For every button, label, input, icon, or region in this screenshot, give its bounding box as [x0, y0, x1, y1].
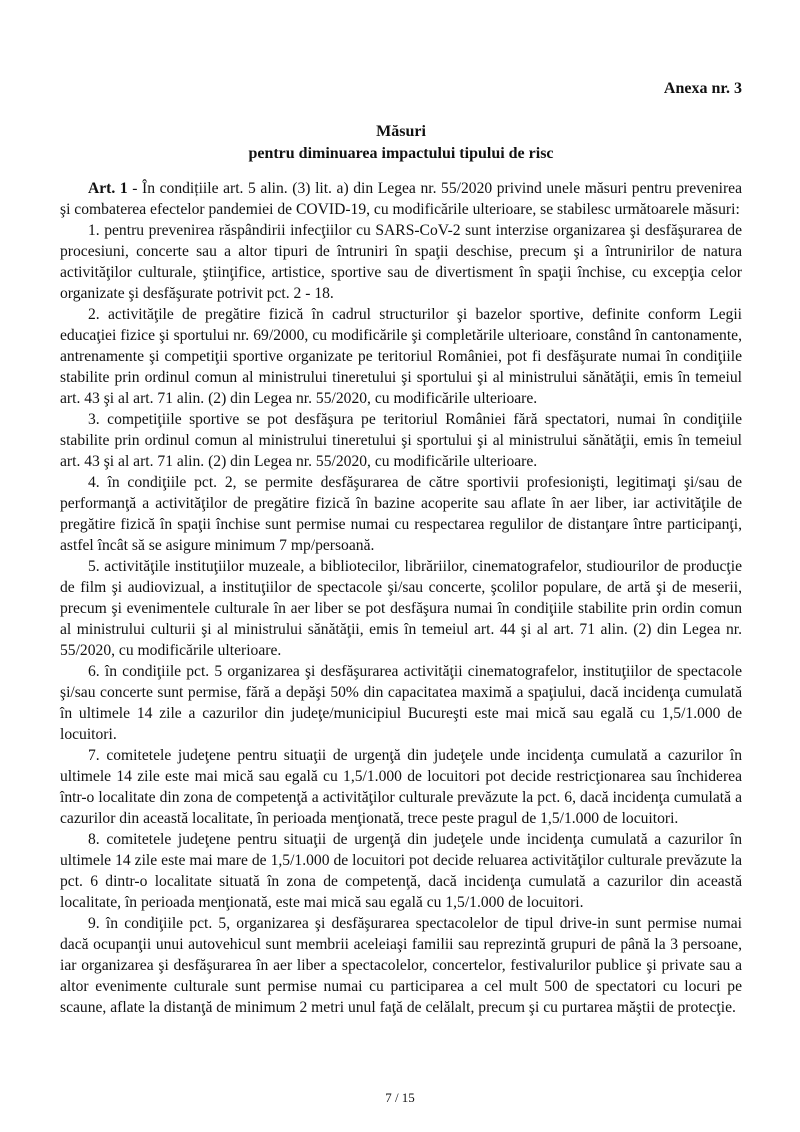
article-intro-text: - În condițiile art. 5 alin. (3) lit. a) din Legea nr. 55/2020 privind unele măsuri pentru prevenirea şi combaterea efectelor pandemiei de COVID-19, cu modificările ulterioare, se stabilesc următoarele măsuri: [60, 180, 742, 218]
document-body [60, 178, 742, 1018]
article-point-6: 6. în condiţiile pct. 5 organizarea şi desfăşurarea activităţii cinematografelor, instituţiilor de spectacole şi/sau concerte sunt permise, fără a depăşi 50% din capacitatea maximă a spaţiului, dacă incidenţa cumulată în ultimele 14 zile a cazurilor din judeţe/municipiul Bucureşti este mai mică sau egală cu 1,5/1.000 de locuitori. [60, 663, 742, 743]
annex-label: Anexa nr. 3 [663, 80, 742, 97]
page-title [60, 121, 742, 165]
article-point-2: 2. activităţile de pregătire fizică în cadrul structurilor şi bazelor sportive, definite conform Legii educaţiei fizice şi sportului nr. 69/2000, cu modificările şi completările ulterioare, constând în cantonamente, antrenamente şi competiţii sportive organizate pe teritoriul României, pot fi desfăşurate numai în condiţiile stabilite prin ordinul comun al ministrului tineretului şi sportului şi al ministrului sănătăţii, emis în temeiul art. 43 şi al art. 71 alin. (2) din Legea nr. 55/2020, cu modificările ulterioare. [60, 306, 742, 407]
article-point-4: 4. în condiţiile pct. 2, se permite desfăşurarea de către sportivii profesionişti, legitimaţi şi/sau de performanţă a activităţilor de pregătire fizică în bazine acoperite sau aflate în aer liber, iar activităţile de pregătire fizică în spaţii închise sunt permise numai cu respectarea regulilor de distanţare între participanţi, astfel încât să se asigure minimum 7 mp/persoană. [60, 474, 742, 554]
article-point-7: 7. comitetele judeţene pentru situaţii de urgenţă din judeţele unde incidenţa cumulată a cazurilor în ultimele 14 zile este mai mică sau egală cu 1,5/1.000 de locuitori pot decide restricţionarea sau închiderea într-o localitate din zona de competenţă a activităţilor culturale prevăzute la pct. 6, dacă incidenţa cumulată a cazurilor din această localitate, în perioada menţionată, trece peste pragul de 1,5/1.000 de locuitori. [60, 747, 742, 827]
article-label: Art. 1 [88, 180, 128, 197]
article-intro [60, 178, 742, 220]
article-point-8: 8. comitetele judeţene pentru situaţii de urgenţă din judeţele unde incidenţa cumulată a cazurilor în ultimele 14 zile este mai mare de 1,5/1.000 de locuitori pot decide reluarea activităţilor culturale prevăzute la pct. 6 dintr-o localitate situată în zona de competenţă, dacă incidenţa cumulată a cazurilor din această localitate, în perioada menţionată, este mai mică sau egală cu 1,5/1.000 de locuitori. [60, 831, 742, 911]
article-point-9: 9. în condiţiile pct. 5, organizarea şi desfăşurarea spectacolelor de tipul drive-in sunt permise numai dacă ocupanţii unui autovehicul sunt membrii aceleiaşi familii sau reprezintă grupuri de până la 3 persoane, iar organizarea şi desfăşurarea în aer liber a spectacolelor, concertelor, festivalurilor publice şi private sau a altor evenimente culturale sunt permise numai cu participarea a cel mult 500 de spectatori cu locuri pe scaune, aflate la distanţă de minimum 2 metri unul faţă de celălalt, precum şi cu purtarea măştii de protecţie. [60, 915, 742, 1016]
page-number: 7 / 15 [385, 1090, 415, 1105]
title-line-2: pentru diminuarea impactului tipului de risc [248, 145, 554, 162]
title-line-1: Măsuri [376, 123, 426, 140]
article-point-3: 3. competiţiile sportive se pot desfăşura pe teritoriul României fără spectatori, numai în condiţiile stabilite prin ordinul comun al ministrului tineretului şi sportului şi al ministrului sănătăţii, emis în temeiul art. 43 şi al art. 71 alin. (2) din Legea nr. 55/2020, cu modificările ulterioare. [60, 411, 742, 470]
article-point-5: 5. activităţile instituţiilor muzeale, a bibliotecilor, librăriilor, cinematografelor, studiourilor de producţie de film şi audiovizual, a instituţiilor de spectacole şi/sau concerte, şcolilor populare, de artă şi de meserii, precum şi evenimentele culturale în aer liber se pot desfăşura numai în condiţiile stabilite prin ordin comun al ministrului culturii şi al ministrului sănătăţii, emis în temeiul art. 44 şi al art. 71 alin. (2) din Legea nr. 55/2020, cu modificările ulterioare. [60, 558, 742, 659]
article-point-1: 1. pentru prevenirea răspândirii infecţiilor cu SARS-CoV-2 sunt interzise organizarea şi desfăşurarea de procesiuni, concerte sau a altor tipuri de întruniri în spaţii deschise, precum şi a întrunirilor de natura activităţilor culturale, ştiinţifice, artistice, sportive sau de divertisment în spaţii închise, cu excepţia celor organizate şi desfăşurate potrivit pct. 2 - 18. [60, 222, 742, 302]
